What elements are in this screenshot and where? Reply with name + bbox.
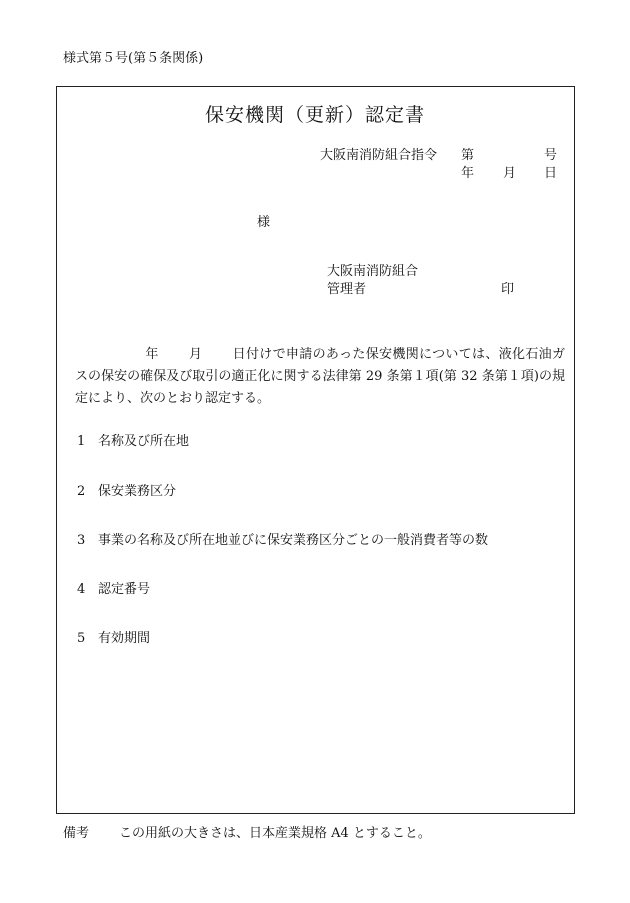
addressee-suffix: 様 [257, 215, 271, 230]
date-month: 月 [503, 166, 517, 181]
date-year: 年 [461, 166, 475, 181]
directive-dai: 第 [461, 148, 475, 163]
item-certification-number [77, 578, 150, 597]
document-title: 保安機関（更新）認定書 [204, 104, 425, 126]
remarks [63, 822, 431, 841]
date-day: 日 [544, 166, 558, 181]
body-year: 年 [145, 347, 159, 362]
body-paragraph [75, 344, 565, 410]
manager-label: 管理者 [327, 282, 367, 297]
item-number: 2 [77, 484, 86, 499]
item-label: 事業の名称及び所在地並びに保安業務区分ごとの一般消費者等の数 [98, 533, 489, 548]
body-month: 月 [188, 347, 203, 362]
body-text: 日付けで申請のあった保安機関については、液化石油ガスの保安の確保及び取引の適正化に関する法律第 29 条第１項(第 32 条第１項)の規定により、次のとおり認定する。 [75, 347, 565, 406]
item-validity-period [77, 627, 150, 646]
remarks-label: 備考 [63, 826, 90, 841]
item-label: 名称及び所在地 [98, 434, 190, 449]
item-name-address [77, 430, 189, 449]
remarks-text: この用紙の大きさは、日本産業規格 A4 とすること。 [119, 826, 431, 841]
item-number: 1 [77, 434, 86, 449]
form-number: 様式第５号(第５条関係) [63, 51, 204, 66]
seal-mark: 印 [501, 282, 515, 297]
issuer-directive: 大阪南消防組合指令 [320, 148, 438, 163]
item-number: 4 [77, 582, 86, 597]
item-number: 3 [77, 533, 86, 548]
sender-organization: 大阪南消防組合 [327, 264, 419, 279]
item-number: 5 [77, 631, 86, 646]
item-service-category [77, 480, 176, 499]
item-business-consumers [77, 529, 488, 548]
item-label: 認定番号 [98, 582, 151, 597]
item-label: 有効期間 [98, 631, 151, 646]
directive-go: 号 [544, 148, 558, 163]
form-frame [56, 86, 575, 814]
item-label: 保安業務区分 [98, 484, 177, 499]
